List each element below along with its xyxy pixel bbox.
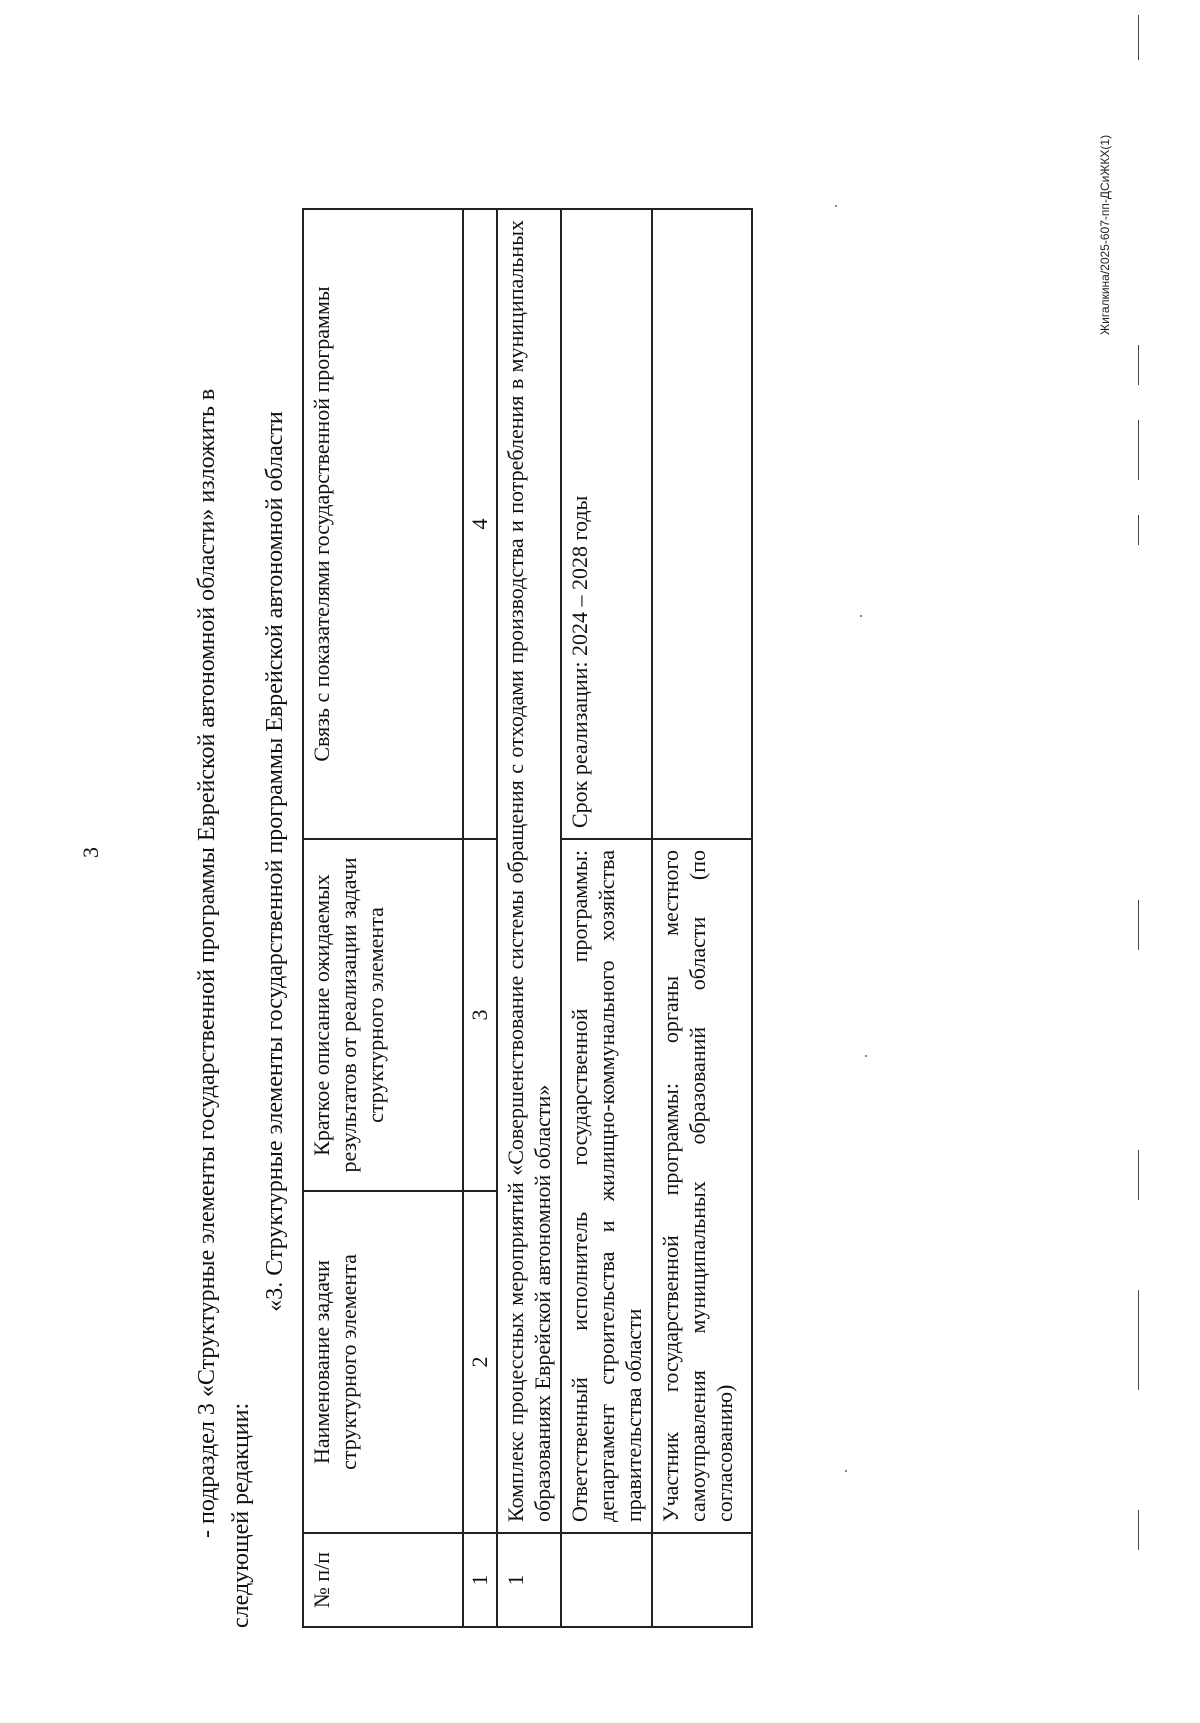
scan-line xyxy=(1138,1290,1139,1390)
scan-line xyxy=(1138,900,1139,950)
page-number: 3 xyxy=(78,847,103,858)
intro-paragraph xyxy=(190,208,258,1628)
scan-dot xyxy=(860,615,862,617)
implementation-term: Срок реализации: 2024 – 2028 годы xyxy=(561,209,652,839)
table-row xyxy=(652,209,752,1627)
scan-dot xyxy=(865,1055,867,1057)
section-subtitle: «3. Структурные элементы государственной программы Еврейской автономной области xyxy=(262,411,288,1312)
table-number-row xyxy=(463,209,497,1627)
number-cell: 1 xyxy=(463,1533,497,1627)
empty-cell xyxy=(652,209,752,839)
scan-line xyxy=(1138,345,1139,385)
table-header-row xyxy=(303,209,463,1627)
intro-line-2: следующей редакции: xyxy=(228,1402,254,1628)
header-cell: Краткое описание ожидаемых результатов от реализации задачи структурного элемента xyxy=(303,839,463,1191)
section-number: 1 xyxy=(497,1533,561,1627)
scan-line xyxy=(1138,15,1139,60)
program-participant: Участник государственной программы: органы местного самоуправления муниципальных образований области (по согласованию) xyxy=(652,839,752,1533)
responsible-executor: Ответственный исполнитель государственной программы: департамент строительства и жилищно-коммунального хозяйства правительства области xyxy=(561,839,652,1533)
scan-dot xyxy=(835,205,837,207)
scan-dot xyxy=(845,1470,847,1472)
scan-line xyxy=(1138,420,1139,480)
scan-line xyxy=(1138,515,1139,545)
section-title: Комплекс процессных мероприятий «Совершенствование системы обращения с отходами производства и потребления в муниципальных образованиях Еврейской автономной области» xyxy=(497,209,561,1533)
empty-cell xyxy=(652,1533,752,1627)
document-id-stamp: Жигалкина/2025-607-пп-ДСиЖКХ(1) xyxy=(1098,134,1112,335)
number-cell: 3 xyxy=(463,839,497,1191)
scan-line xyxy=(1138,1150,1139,1200)
table-row xyxy=(497,209,561,1627)
scan-line xyxy=(1138,1510,1139,1550)
header-cell: Наименование задачи структурного элемента xyxy=(303,1191,463,1533)
intro-line-1: - подраздел 3 «Структурные элементы государственной программы Еврейской автономной области» изложить в xyxy=(194,388,220,1538)
empty-cell xyxy=(561,1533,652,1627)
header-cell: № п/п xyxy=(303,1533,463,1627)
number-cell: 4 xyxy=(463,209,497,839)
header-cell: Связь с показателями государственной программы xyxy=(303,209,463,839)
structural-elements-table xyxy=(302,208,753,1628)
number-cell: 2 xyxy=(463,1191,497,1533)
table-row xyxy=(561,209,652,1627)
